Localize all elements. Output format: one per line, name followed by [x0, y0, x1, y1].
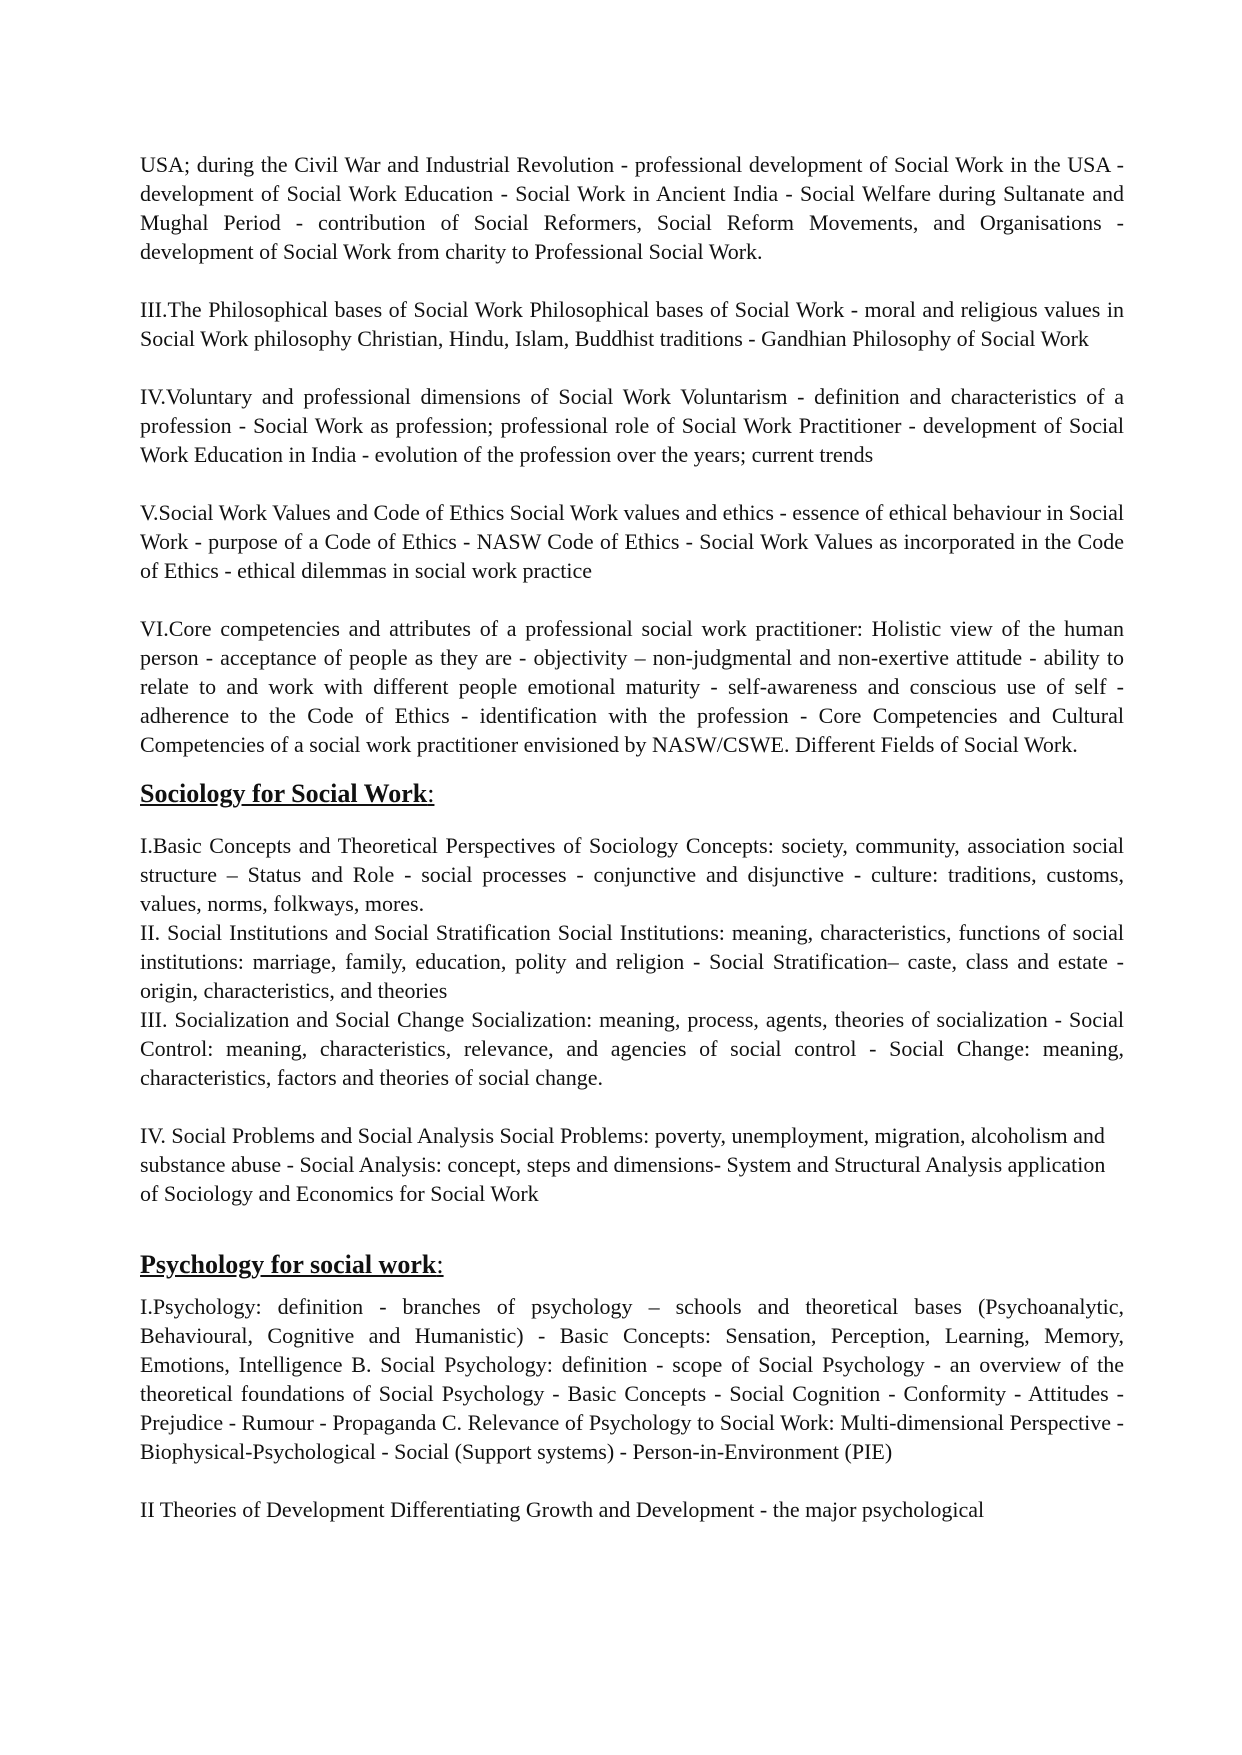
paragraph-sociology-institutions: II. Social Institutions and Social Stratification Social Institutions: meaning, characteristics, functions of social institutions: marriage, family, education, polity and religion - Social Stratification– caste, class and estate -origin, characteristics, and theories: [140, 920, 1124, 1003]
paragraph-social-work-history: USA; during the Civil War and Industrial Revolution - professional development of Social Work in the USA - development of Social Work Education - Social Work in Ancient India - Social Welfare during Sultanate and Mughal Period - contribution of Social Reformers, Social Reform Movements, and Organisations - development of Social Work from charity to Professional Social Work.: [140, 152, 1124, 264]
paragraph-values-ethics: V.Social Work Values and Code of Ethics Social Work values and ethics - essence of ethical behaviour in Social Work - purpose of a Code of Ethics - NASW Code of Ethics - Social Work Values as incorporated in the Code of Ethics - ethical dilemmas in social work practice: [140, 500, 1124, 583]
paragraph-sociology-social-problems: IV. Social Problems and Social Analysis Social Problems: poverty, unemployment, migration, alcoholism and substance abuse - Social Analysis: concept, steps and dimensions- System and Structural Analysis application of Sociology and Economics for Social Work: [140, 1123, 1106, 1206]
paragraph-philosophical-bases: III.The Philosophical bases of Social Work Philosophical bases of Social Work - moral and religious values in Social Work philosophy Christian, Hindu, Islam, Buddhist traditions - Gandhian Philosophy of Social Work: [140, 297, 1124, 351]
heading-sociology-text: Sociology for Social Work: [140, 779, 428, 808]
paragraph-sociology-socialization: III. Socialization and Social Change Socialization: meaning, process, agents, theories of socialization - Social Control: meaning, characteristics, relevance, and agencies of social control - Social Change: meaning, characteristics, factors and theories of social change.: [140, 1007, 1124, 1090]
heading-sociology-suffix: :: [427, 779, 435, 808]
paragraph-voluntary-professional: IV.Voluntary and professional dimensions of Social Work Voluntarism - definition and characteristics of a profession - Social Work as profession; professional role of Social Work Practitioner - development of Social Work Education in India - evolution of the profession over the years; current trends: [140, 384, 1124, 467]
paragraph-psychology-development: II Theories of Development Differentiating Growth and Development - the major psychological: [140, 1497, 985, 1522]
paragraph-psychology-definition: I.Psychology: definition - branches of psychology – schools and theoretical bases (Psychoanalytic, Behavioural, Cognitive and Humanistic) - Basic Concepts: Sensation, Perception, Learning, Memory, Emotions, Intelligence B. Social Psychology: definition - scope of Social Psychology - an overview of the theoretical foundations of Social Psychology - Basic Concepts - Social Cognition - Conformity - Attitudes - Prejudice - Rumour - Propaganda C. Relevance of Psychology to Social Work: Multi-dimensional Perspective - Biophysical-Psychological - Social (Support systems) - Person-in-Environment (PIE): [140, 1294, 1124, 1464]
heading-sociology: [140, 777, 1124, 811]
heading-psychology-text: Psychology for social work: [140, 1250, 437, 1279]
heading-psychology-suffix: :: [436, 1250, 444, 1279]
heading-psychology: [140, 1248, 1124, 1282]
document-page: [140, 150, 1124, 1524]
paragraph-sociology-basic-concepts: I.Basic Concepts and Theoretical Perspectives of Sociology Concepts: society, community, association social structure – Status and Role - social processes - conjunctive and disjunctive - culture: traditions, customs, values, norms, folkways, mores.: [140, 833, 1124, 916]
paragraph-core-competencies: VI.Core competencies and attributes of a professional social work practitioner: Holistic view of the human person - acceptance of people as they are - objectivity – non-judgmental and non-exertive attitude - ability to relate to and work with different people emotional maturity - self-awareness and conscious use of self - adherence to the Code of Ethics - identification with the profession - Core Competencies and Cultural Competencies of a social work practitioner envisioned by NASW/CSWE. Different Fields of Social Work.: [140, 616, 1124, 757]
